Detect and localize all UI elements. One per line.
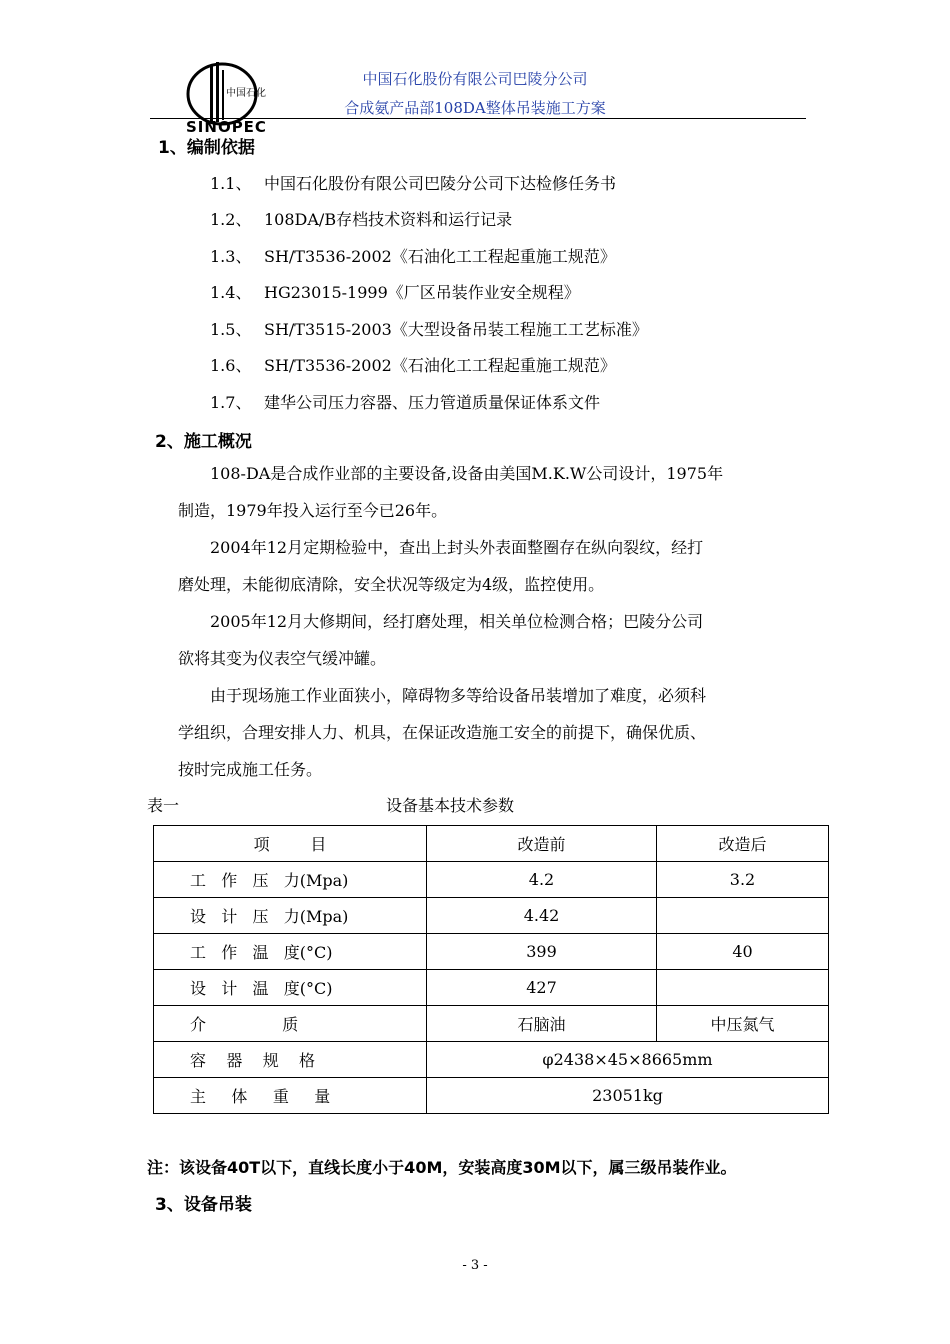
- table-cell: 中压氮气: [657, 1006, 829, 1042]
- table-cell-merged: φ2438×45×8665mm: [427, 1042, 829, 1078]
- table-cell: 工 作 压 力(Mpa): [154, 862, 427, 898]
- table-header-cell: 改造前: [427, 826, 657, 862]
- svg-text:SINOPEC: SINOPEC: [186, 118, 267, 136]
- table-row: [154, 898, 829, 934]
- table-cell: 石脑油: [427, 1006, 657, 1042]
- header-document-title: 合成氨产品部108DA整体吊装施工方案: [344, 99, 606, 117]
- table-cell: [657, 898, 829, 934]
- list-item: 1.1、 中国石化股份有限公司巴陵分公司下达检修任务书: [210, 174, 617, 193]
- table-cell: 主 体 重 量: [154, 1078, 427, 1114]
- header-divider: [150, 118, 806, 119]
- section1-heading: 1、编制依据: [158, 138, 255, 158]
- section3-heading: 3、设备吊装: [155, 1195, 252, 1215]
- list-item: 1.2、 108DA/B存档技术资料和运行记录: [210, 210, 513, 229]
- table-row: [154, 1006, 829, 1042]
- table-cell: 4.2: [427, 862, 657, 898]
- table-cell: 介 质: [154, 1006, 427, 1042]
- paragraph-4: 由于现场施工作业面狭小，障碍物多等给设备吊装增加了难度，必须科 学组织，合理安排人力、机具，在保证改造施工安全的前提下，确保优质、 按时完成施工任务。: [178, 686, 707, 779]
- list-item: 1.3、 SH/T3536-2002《石油化工工程起重施工规范》: [210, 247, 616, 266]
- list-item: 1.6、 SH/T3536-2002《石油化工工程起重施工规范》: [210, 356, 616, 375]
- table-cell: 3.2: [657, 862, 829, 898]
- parameters-table: [153, 825, 829, 1114]
- paragraph-1: 108-DA是合成作业部的主要设备,设备由美国M.K.W公司设计，1975年 制造，1979年投入运行至今已26年。: [178, 464, 724, 520]
- table-caption: 设备基本技术参数: [386, 796, 515, 815]
- table-row: [154, 934, 829, 970]
- table-label: 表一: [147, 796, 180, 815]
- table-cell: 427: [427, 970, 657, 1006]
- table-row: [154, 1042, 829, 1078]
- list-item: 1.4、 HG23015-1999《厂区吊装作业安全规程》: [210, 283, 580, 302]
- table-cell: [657, 970, 829, 1006]
- sinopec-logo: [182, 60, 267, 136]
- table-cell: 40: [657, 934, 829, 970]
- table-row: [154, 862, 829, 898]
- table-cell-merged: 23051kg: [427, 1078, 829, 1114]
- list-item: 1.7、 建华公司压力容器、压力管道质量保证体系文件: [210, 393, 601, 412]
- table-row: [154, 970, 829, 1006]
- table-header-row: [154, 826, 829, 862]
- header-company: 中国石化股份有限公司巴陵分公司: [362, 70, 588, 88]
- table-cell: 399: [427, 934, 657, 970]
- table-cell: 工 作 温 度(°C): [154, 934, 427, 970]
- table-header-cell: 项 目: [154, 826, 427, 862]
- page-number: - 3 -: [462, 1258, 488, 1273]
- paragraph-3: 2005年12月大修期间，经打磨处理，相关单位检测合格；巴陵分公司 欲将其变为仪表空气缓冲罐。: [178, 612, 704, 668]
- table-header-cell: 改造后: [657, 826, 829, 862]
- note-text: 注：该设备40T以下，直线长度小于40M，安装高度30M以下，属三级吊装作业。: [147, 1158, 737, 1177]
- svg-text:中国石化: 中国石化: [226, 88, 266, 99]
- paragraph-2: 2004年12月定期检验中，查出上封头外表面整圈存在纵向裂纹，经打 磨处理，未能彻底清除，安全状况等级定为4级，监控使用。: [178, 538, 704, 594]
- table-row: [154, 1078, 829, 1114]
- section2-heading: 2、施工概况: [155, 432, 252, 452]
- table-cell: 4.42: [427, 898, 657, 934]
- list-item: 1.5、 SH/T3515-2003《大型设备吊装工程施工工艺标准》: [210, 320, 648, 339]
- table-cell: 设 计 压 力(Mpa): [154, 898, 427, 934]
- table-cell: 容 器 规 格: [154, 1042, 427, 1078]
- table-cell: 设 计 温 度(°C): [154, 970, 427, 1006]
